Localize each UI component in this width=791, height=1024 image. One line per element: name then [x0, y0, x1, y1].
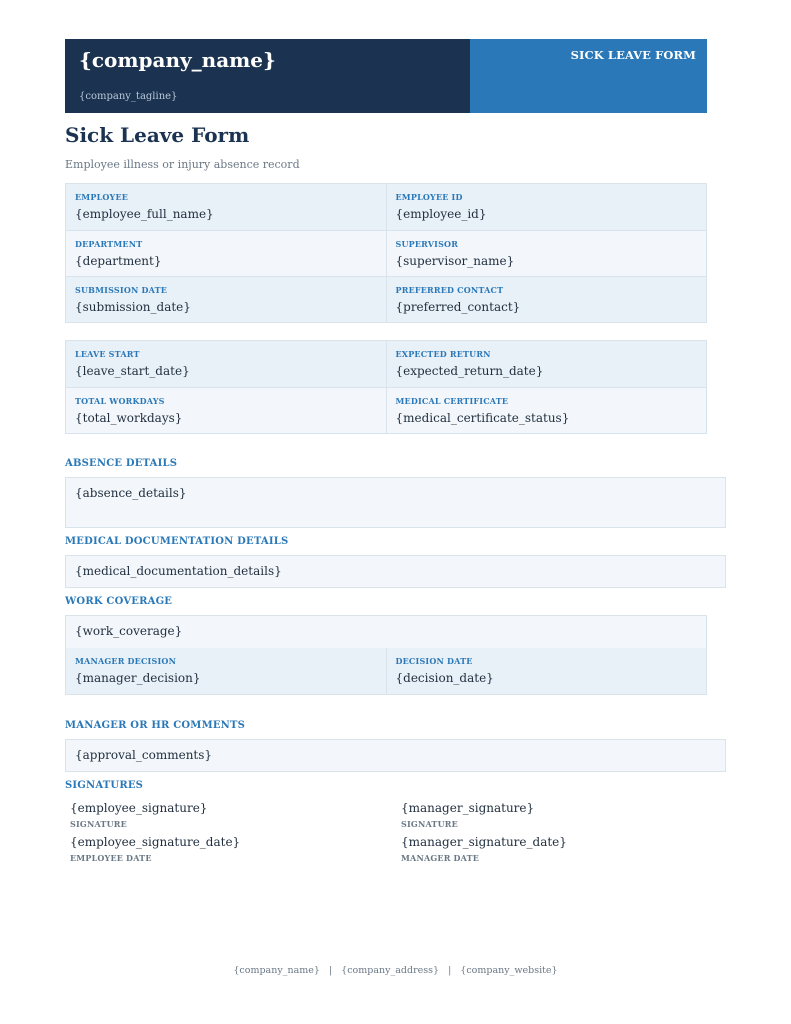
medical-documentation-heading: MEDICAL DOCUMENTATION DETAILS	[65, 536, 289, 547]
comments-value: {approval_comments}	[75, 748, 213, 762]
field-label: SUBMISSION DATE	[75, 285, 168, 295]
grid-row	[66, 387, 706, 433]
field-label: MANAGER DECISION	[75, 656, 177, 666]
supervisor-field[interactable]	[386, 231, 707, 276]
employee-field[interactable]	[66, 184, 386, 230]
work-coverage-field[interactable]	[65, 615, 707, 649]
grid-row	[66, 648, 706, 694]
footer-separator: |	[448, 965, 452, 976]
medical-certificate-field[interactable]	[386, 388, 707, 433]
absence-details-field[interactable]	[65, 477, 726, 528]
field-label: DEPARTMENT	[75, 239, 143, 249]
submission-date-field[interactable]	[66, 277, 386, 322]
field-value: {submission_date}	[75, 300, 191, 314]
employee-signature-field[interactable]: {employee_signature}	[70, 801, 208, 815]
field-value: {expected_return_date}	[395, 364, 544, 378]
manager-signature-field[interactable]: {manager_signature}	[401, 801, 535, 815]
footer-company-website: {company_website}	[460, 965, 558, 976]
grid-row	[66, 184, 706, 230]
field-label: LEAVE START	[75, 349, 140, 359]
field-label: SUPERVISOR	[395, 239, 459, 249]
manager-signature-label: SIGNATURE	[401, 819, 458, 829]
grid-row	[66, 341, 706, 387]
expected-return-field[interactable]	[386, 341, 707, 387]
field-label: PREFERRED CONTACT	[395, 285, 504, 295]
field-label: EMPLOYEE	[75, 192, 129, 202]
comments-heading: MANAGER OR HR COMMENTS	[65, 720, 246, 731]
form-type-tag: SICK LEAVE FORM	[570, 48, 696, 62]
absence-details-value: {absence_details}	[75, 486, 187, 500]
field-value: {department}	[75, 254, 162, 268]
manager-date-field[interactable]: {manager_signature_date}	[401, 835, 567, 849]
field-value: {preferred_contact}	[395, 300, 521, 314]
leave-info-grid	[65, 340, 707, 434]
signatures-heading: SIGNATURES	[65, 780, 144, 791]
field-label: MEDICAL CERTIFICATE	[395, 396, 509, 406]
field-label: EMPLOYEE ID	[395, 192, 463, 202]
field-label: TOTAL WORKDAYS	[75, 396, 165, 406]
footer-company-address: {company_address}	[341, 965, 440, 976]
employee-date-label: EMPLOYEE DATE	[70, 853, 152, 863]
header-banner	[65, 39, 707, 113]
medical-documentation-value: {medical_documentation_details}	[75, 564, 282, 578]
medical-documentation-field[interactable]	[65, 555, 726, 588]
absence-details-heading: ABSENCE DETAILS	[65, 458, 178, 469]
employee-id-field[interactable]	[386, 184, 707, 230]
page-footer	[0, 965, 791, 976]
field-value: {medical_certificate_status}	[395, 411, 570, 425]
preferred-contact-field[interactable]	[386, 277, 707, 322]
grid-row	[66, 230, 706, 276]
work-coverage-value: {work_coverage}	[75, 624, 183, 638]
decision-date-field[interactable]	[386, 648, 707, 694]
header-left-panel	[65, 39, 470, 113]
page-subtitle: Employee illness or injury absence record	[65, 158, 300, 171]
employee-info-grid	[65, 183, 707, 323]
employee-date-field[interactable]: {employee_signature_date}	[70, 835, 241, 849]
leave-start-field[interactable]	[66, 341, 386, 387]
field-value: {employee_id}	[395, 207, 487, 221]
employee-signature-label: SIGNATURE	[70, 819, 127, 829]
company-tagline: {company_tagline}	[79, 91, 178, 102]
field-value: {manager_decision}	[75, 671, 201, 685]
page-title: Sick Leave Form	[65, 123, 250, 147]
field-value: {decision_date}	[395, 671, 494, 685]
field-value: {total_workdays}	[75, 411, 183, 425]
comments-field[interactable]	[65, 739, 726, 772]
header-right-panel	[470, 39, 707, 113]
field-label: EXPECTED RETURN	[395, 349, 491, 359]
field-value: {leave_start_date}	[75, 364, 190, 378]
total-workdays-field[interactable]	[66, 388, 386, 433]
field-value: {employee_full_name}	[75, 207, 214, 221]
manager-decision-field[interactable]	[66, 648, 386, 694]
footer-separator: |	[328, 965, 333, 976]
manager-date-label: MANAGER DATE	[401, 853, 480, 863]
grid-row	[66, 276, 706, 322]
department-field[interactable]	[66, 231, 386, 276]
footer-company-name: {company_name}	[233, 965, 320, 976]
decision-grid	[65, 648, 707, 695]
work-coverage-heading: WORK COVERAGE	[65, 596, 173, 607]
field-value: {supervisor_name}	[395, 254, 515, 268]
field-label: DECISION DATE	[395, 656, 473, 666]
company-name: {company_name}	[79, 48, 276, 72]
